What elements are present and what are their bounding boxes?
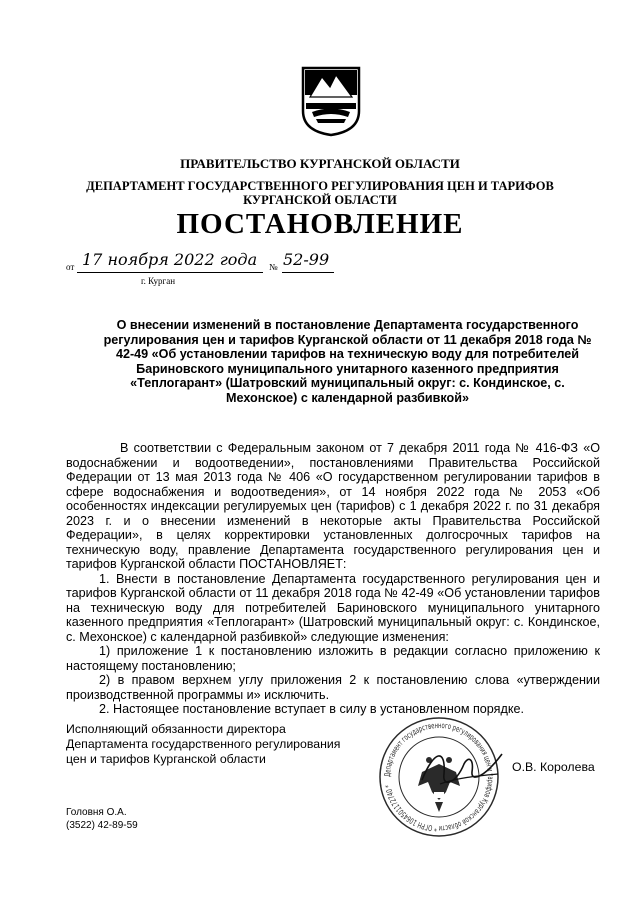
body-paragraph: 2) в правом верхнем углу приложения 2 к постановлению слова «утверждении производственной программы и» исключить.	[66, 673, 600, 702]
department-name-line2: КУРГАНСКОЙ ОБЛАСТИ	[243, 193, 397, 207]
document-body	[66, 441, 600, 717]
svg-text:Департамент государственного р: Департамент государственного регулирования цен и тарифов Курганской области * ОГРН 1064501172740 *	[382, 720, 496, 834]
executor-info	[66, 806, 138, 832]
document-title: О внесении изменений в постановление Департамента государственного регулирования цен и тарифов Курганской области от 11 декабря 2018 года № 42-49 «Об установлении тарифов на техническую воду для потребителей Бариновского муниципального унитарного казенного предприятия «Теплогарант» (Шатровский муниципальный округ: с. Кондинское, с. Мехонское) с календарной разбивкой»	[103, 318, 592, 405]
executor-name: Головня О.А.	[66, 807, 127, 818]
coat-of-arms-emblem	[300, 65, 362, 137]
number-sign: №	[269, 262, 278, 272]
signatory-position	[66, 722, 340, 767]
signatory-position-line1: Исполняющий обязанности директора	[66, 722, 286, 736]
executor-phone: (3522) 42-89-59	[66, 820, 138, 831]
body-paragraph: 1. Внести в постановление Департамента государственного регулирования цен и тарифов Курганской области от 11 декабря 2018 года № 42-49 «Об установлении тарифов на техническую воду для потребителей Бариновского муниципального унитарного казенного предприятия «Теплогарант» (Шатровский муниципальный округ: с. Кондинское, с. Мехонское) с календарной разбивкой» следующие изменения:	[66, 571, 600, 644]
signatory-position-line2: Департамента государственного регулирования	[66, 737, 341, 751]
city-label: г. Курган	[141, 276, 176, 286]
body-paragraph: 1) приложение 1 к постановлению изложить в редакции согласно приложению к настоящему постановлению;	[66, 644, 600, 673]
body-paragraph: В соответствии с Федеральным законом от 7 декабря 2011 года № 416-ФЗ «О водоснабжении и водоотведении», постановлениями Правительства Российской Федерации от 13 мая 2013 года № 406 «О государственном регулировании тарифов в сфере водоснабжения и водоотведения», от 14 ноября 2022 года № 2053 «Об особенностях индексации регулируемых цен (тарифов) с 1 декабря 2022 г. по 31 декабря 2023 г. и о внесении изменений в некоторые акты Правительства Российской Федерации», в целях корректировки установленных долгосрочных тарифов на техническую воду, правление Департамента государственного регулирования цен и тарифов Курганской области ПОСТАНОВЛЯЕТ:	[66, 441, 600, 571]
government-name: ПРАВИТЕЛЬСТВО КУРГАНСКОЙ ОБЛАСТИ	[180, 156, 460, 171]
date-prefix: от	[66, 262, 75, 272]
date-underline	[77, 272, 263, 273]
handwritten-signature	[416, 744, 506, 794]
body-paragraph: 2. Настоящее постановление вступает в силу в установленном порядке.	[99, 702, 524, 716]
document-type-heading: ПОСТАНОВЛЕНИЕ	[176, 208, 464, 240]
department-name-line1: ДЕПАРТАМЕНТ ГОСУДАРСТВЕННОГО РЕГУЛИРОВАНИЯ ЦЕН И ТАРИФОВ	[86, 179, 554, 193]
signatory-position-line3: цен и тарифов Курганской области	[66, 752, 266, 766]
number-underline	[282, 272, 334, 273]
date-handwritten: 17 ноября 2022 года	[82, 250, 258, 269]
number-handwritten: 52-99	[283, 250, 330, 269]
signatory-name: О.В. Королева	[512, 760, 595, 774]
